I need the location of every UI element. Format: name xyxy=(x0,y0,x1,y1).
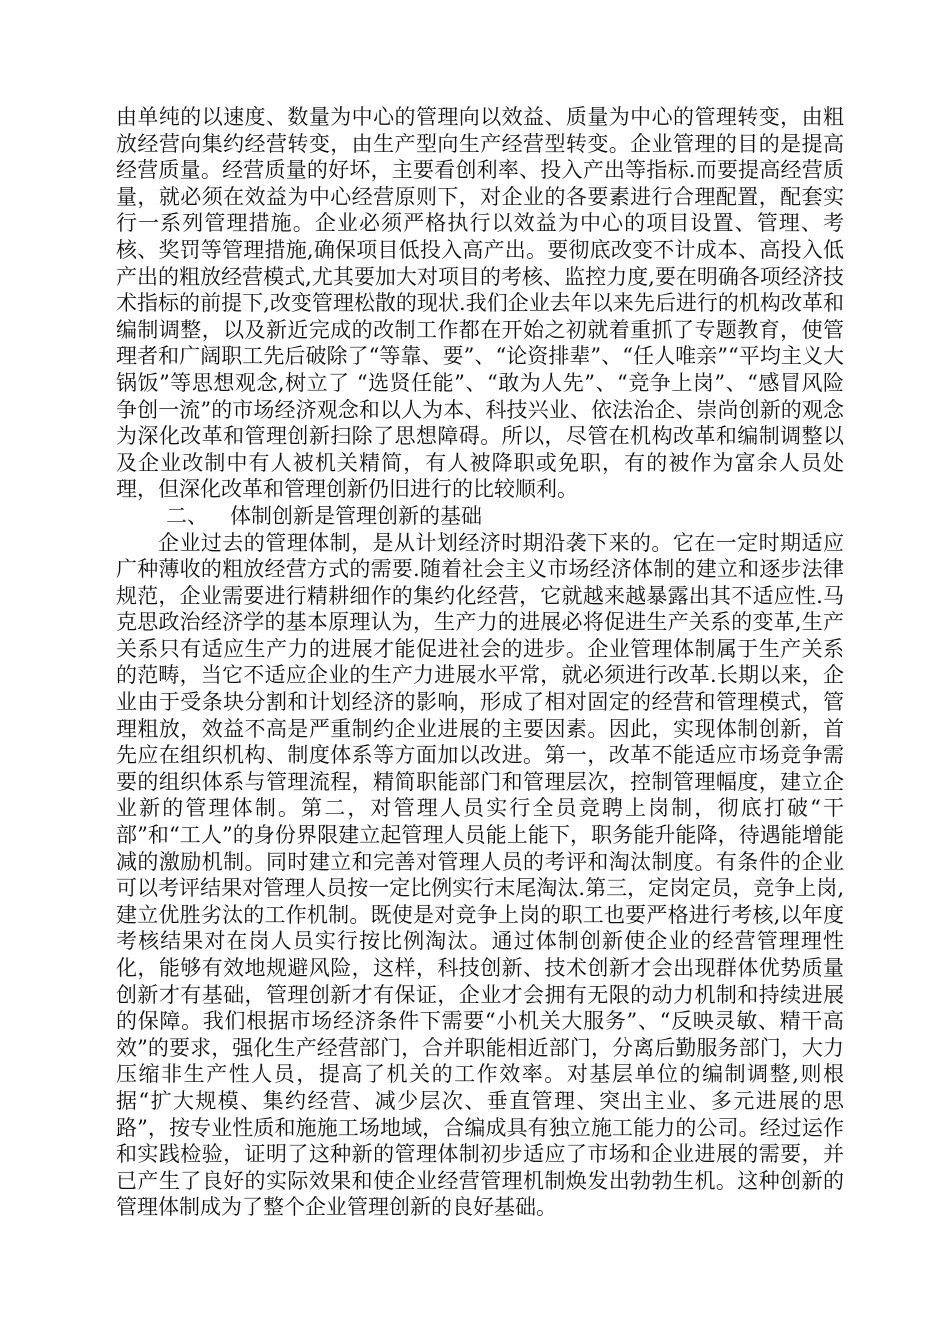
paragraph-body: 企业过去的管理体制，是从计划经济时期沿袭下来的。它在一定时期适应广种薄收的粗放经营方式的需要.随着社会主义市场经济体制的建立和逐步法律规范，企业需要进行精耕细作的集约化经营，它就越来越暴露出其不适应性.马克思政治经济学的基本原理认为，生产力的进展必将促进生产关系的变革,生产关系只有适应生产力的进展才能促进社会的进步。企业管理体制属于生产关系的范畴，当它不适应企业的生产力进展水平常，就必须进行改革.长期以来，企业由于受条块分割和计划经济的影响，形成了相对固定的经营和管理模式，管理粗放，效益不高是严重制约企业进展的主要因素。因此，实现体制创新，首先应在组织机构、制度体系等方面加以改进。第一，改革不能适应市场竞争需要的组织体系与管理流程，精简职能部门和管理层次，控制管理幅度，建立企业新的管理体制。第二，对管理人员实行全员竞聘上岗制，彻底打破“干部”和“工人”的身份界限建立起管理人员能上能下，职务能升能降，待遇能增能减的激励机制。同时建立和完善对管理人员的考评和淘汰制度。有条件的企业可以考评结果对管理人员按一定比例实行末尾淘汰.第三，定岗定员，竞争上岗,建立优胜劣汰的工作机制。既使是对竞争上岗的职工也要严格进行考核,以年度考核结果对在岗人员实行按比例淘汰。通过体制创新使企业的经营管理理性化，能够有效地规避风险，这样，科技创新、技术创新才会出现群体优势质量创新才有基础，管理创新才有保证，企业才会拥有无限的动力机制和持续进展的保障。我们根据市场经济条件下需要“小机关大服务”、“反映灵敏、精干高效”的要求，强化生产经营部门，合并职能相近部门，分离后勤服务部门，大力压缩非生产性人员，提高了机关的工作效率。对基层单位的编制调整,则根据“扩大规模、集约经营、减少层次、垂直管理、突出主业、多元进展的思路”，按专业性质和施施工场地域，合编成具有独立施工能力的公司。经过运作和实践检验，证明了这种新的管理体制初步适应了市场和企业进展的需要，并已产生了良好的实际效果和使企业经营管理机制焕发出勃勃生机。这种创新的管理体制成为了整个企业管理创新的良好基础。 xyxy=(116,530,844,1220)
section-number: 二、 xyxy=(166,503,208,528)
section-heading xyxy=(116,503,844,530)
paragraph-continuation: 由单纯的以速度、数量为中心的管理向以效益、质量为中心的管理转变，由粗放经营向集约经营转变，由生产型向生产经营型转变。企业管理的目的是提高经营质量。经营质量的好坏，主要看创利率、投入产出等指标.而要提高经营质量，就必须在效益为中心经营原则下，对企业的各要素进行合理配置，配套实行一系列管理措施。企业必须严格执行以效益为中心的项目设置、管理、考核、奖罚等管理措施,确保项目低投入高产出。要彻底改变不计成本、高投入低产出的粗放经营模式,尤其要加大对项目的考核、监控力度,要在明确各项经济技术指标的前提下,改变管理松散的现状.我们企业去年以来先后进行的机构改革和编制调整，以及新近完成的改制工作都在开始之初就着重抓了专题教育，使管理者和广阔职工先后破除了“等靠、要”、“论资排辈”、“任人唯亲”“平均主义大锅饭”等思想观念,树立了 “选贤任能”、“敢为人先”、“竞争上岗”、“感冒风险争创一流”的市场经济观念和以人为本、科技兴业、依法治企、崇尚创新的观念为深化改革和管理创新扫除了思想障碍。所以，尽管在机构改革和编制调整以及企业改制中有人被机关精简，有人被降职或免职，有的被作为富余人员处理，但深化改革和管理创新仍旧进行的比较顺利。 xyxy=(116,105,844,502)
section-title: 体制创新是管理创新的基础 xyxy=(230,503,482,528)
document-page xyxy=(116,104,844,1221)
